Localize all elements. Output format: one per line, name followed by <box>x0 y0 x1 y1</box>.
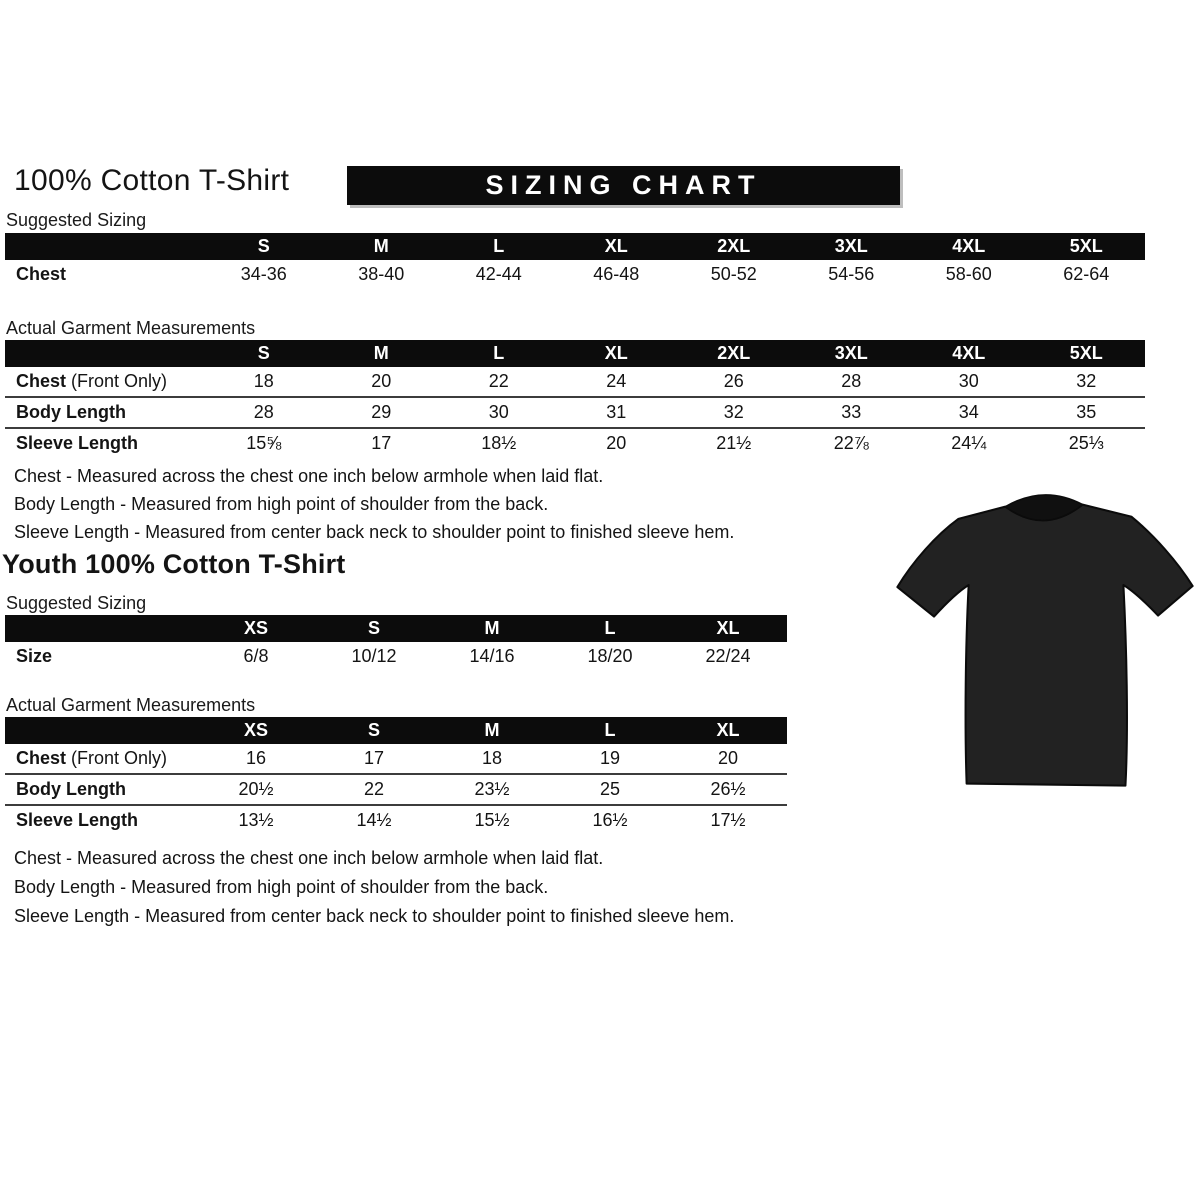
measurement-cell: 6/8 <box>243 646 269 666</box>
table-row <box>5 427 1145 458</box>
size-column-header: L <box>493 343 505 363</box>
measurement-cell: 30 <box>958 371 979 391</box>
measurement-cell: 22⅞ <box>833 433 869 453</box>
measurement-cell: 33 <box>841 402 862 422</box>
measurement-cell: 16 <box>245 748 267 768</box>
size-column-header: L <box>604 720 616 740</box>
youth-actual-measurements-label: Actual Garment Measurements <box>6 695 256 715</box>
measurement-cell: 15½ <box>474 810 510 830</box>
measurement-cell: 28 <box>253 402 274 422</box>
youth-suggested-sizing-label: Suggested Sizing <box>6 593 147 613</box>
table-row <box>5 773 787 804</box>
measurement-cell: 46-48 <box>593 264 640 284</box>
measurement-cell: 32 <box>1076 371 1097 391</box>
row-label: Chest (Front Only) <box>16 748 168 768</box>
measurement-cell: 19 <box>599 748 621 768</box>
adult-actual-measurements-table <box>5 340 1145 458</box>
row-label: Sleeve Length <box>16 433 139 453</box>
size-column-header: 2XL <box>717 343 751 363</box>
measurement-note: Chest - Measured across the chest one inch below armhole when laid flat. <box>14 848 604 868</box>
table-header-bar <box>5 233 1145 260</box>
measurement-cell: 18 <box>481 748 503 768</box>
measurement-cell: 34-36 <box>240 264 287 284</box>
table-row <box>5 367 1145 396</box>
size-column-header: S <box>367 720 380 740</box>
measurement-cell: 34 <box>958 402 979 422</box>
size-column-header: 4XL <box>952 343 986 363</box>
measurement-cell: 32 <box>723 402 744 422</box>
measurement-cell: 20 <box>371 371 392 391</box>
measurement-cell: 54-56 <box>828 264 875 284</box>
adult-suggested-sizing-label: Suggested Sizing <box>6 210 147 230</box>
measurement-note: Sleeve Length - Measured from center back neck to shoulder point to finished sleeve hem. <box>14 522 735 542</box>
measurement-cell: 31 <box>606 402 627 422</box>
measurement-cell: 62-64 <box>1063 264 1110 284</box>
measurement-note: Body Length - Measured from high point of shoulder from the back. <box>14 494 549 514</box>
size-column-header: L <box>493 236 505 256</box>
size-column-header: XL <box>716 618 740 638</box>
measurement-cell: 30 <box>488 402 509 422</box>
sizing-chart-banner <box>347 166 900 205</box>
measurement-cell: 17 <box>371 433 392 453</box>
measurement-cell: 38-40 <box>358 264 405 284</box>
size-column-header: XL <box>716 720 740 740</box>
measurement-note: Body Length - Measured from high point of shoulder from the back. <box>14 877 549 897</box>
measurement-cell: 50-52 <box>710 264 757 284</box>
size-column-header: S <box>367 618 380 638</box>
size-column-header: 5XL <box>1069 236 1103 256</box>
measurement-cell: 15⅝ <box>246 433 282 453</box>
measurement-cell: 10/12 <box>351 646 397 666</box>
table-header-bar <box>5 340 1145 367</box>
measurement-cell: 24¼ <box>951 433 987 453</box>
measurement-cell: 35 <box>1076 402 1097 422</box>
row-label: Chest (Front Only) <box>16 371 168 391</box>
measurement-cell: 20 <box>717 748 739 768</box>
table-row <box>5 642 787 671</box>
size-column-header: S <box>257 343 270 363</box>
table-row <box>5 744 787 773</box>
measurement-cell: 17½ <box>710 810 746 830</box>
adult-measurement-notes <box>14 462 734 546</box>
size-column-header: XS <box>243 618 268 638</box>
table-row <box>5 804 787 835</box>
table-header-bar <box>5 717 787 744</box>
measurement-cell: 25⅓ <box>1068 433 1104 453</box>
size-column-header: 3XL <box>834 343 868 363</box>
youth-page-title: Youth 100% Cotton T-Shirt <box>2 549 346 579</box>
size-column-header: 5XL <box>1069 343 1103 363</box>
measurement-note: Chest - Measured across the chest one inch below armhole when laid flat. <box>14 466 604 486</box>
measurement-cell: 13½ <box>238 810 274 830</box>
size-column-header: XS <box>243 720 268 740</box>
youth-measurement-notes <box>14 844 734 931</box>
measurement-cell: 28 <box>841 371 862 391</box>
row-label: Sleeve Length <box>16 810 139 830</box>
measurement-cell: 22 <box>488 371 509 391</box>
measurement-cell: 26½ <box>710 779 746 799</box>
measurement-cell: 29 <box>371 402 392 422</box>
tshirt-body-shape <box>897 505 1192 786</box>
measurement-cell: 42-44 <box>475 264 522 284</box>
measurement-cell: 18½ <box>481 433 517 453</box>
black-tshirt-photo <box>891 472 1197 808</box>
measurement-cell: 18/20 <box>587 646 633 666</box>
row-label: Body Length <box>16 402 126 422</box>
measurement-cell: 14½ <box>356 810 392 830</box>
youth-suggested-sizing-table <box>5 615 787 671</box>
size-column-header: M <box>373 343 389 363</box>
page-title: 100% Cotton T-Shirt <box>14 164 290 197</box>
measurement-cell: 18 <box>253 371 274 391</box>
table-row <box>5 396 1145 427</box>
measurement-cell: 23½ <box>474 779 510 799</box>
measurement-cell: 16½ <box>592 810 628 830</box>
measurement-note: Sleeve Length - Measured from center back neck to shoulder point to finished sleeve hem. <box>14 906 735 926</box>
measurement-cell: 14/16 <box>469 646 515 666</box>
table-row <box>5 260 1145 289</box>
size-column-header: S <box>257 236 270 256</box>
row-label: Chest <box>16 264 67 284</box>
measurement-cell: 17 <box>363 748 385 768</box>
measurement-cell: 24 <box>606 371 627 391</box>
size-column-header: L <box>604 618 616 638</box>
measurement-cell: 58-60 <box>945 264 992 284</box>
banner-text: SIZING CHART <box>485 170 762 200</box>
size-column-header: XL <box>604 236 628 256</box>
table-header-bar <box>5 615 787 642</box>
adult-suggested-sizing-table <box>5 233 1145 289</box>
size-column-header: 4XL <box>952 236 986 256</box>
measurement-cell: 21½ <box>716 433 752 453</box>
size-column-header: XL <box>604 343 628 363</box>
measurement-cell: 22/24 <box>705 646 751 666</box>
size-column-header: 2XL <box>717 236 751 256</box>
measurement-cell: 20 <box>606 433 627 453</box>
measurement-cell: 20½ <box>238 779 274 799</box>
youth-actual-measurements-table <box>5 717 787 835</box>
row-label: Body Length <box>16 779 126 799</box>
measurement-cell: 25 <box>599 779 621 799</box>
adult-actual-measurements-label: Actual Garment Measurements <box>6 318 256 338</box>
measurement-cell: 26 <box>723 371 744 391</box>
size-column-header: M <box>484 720 500 740</box>
measurement-cell: 22 <box>363 779 385 799</box>
size-column-header: M <box>484 618 500 638</box>
size-column-header: M <box>373 236 389 256</box>
row-label: Size <box>16 646 53 666</box>
size-column-header: 3XL <box>834 236 868 256</box>
